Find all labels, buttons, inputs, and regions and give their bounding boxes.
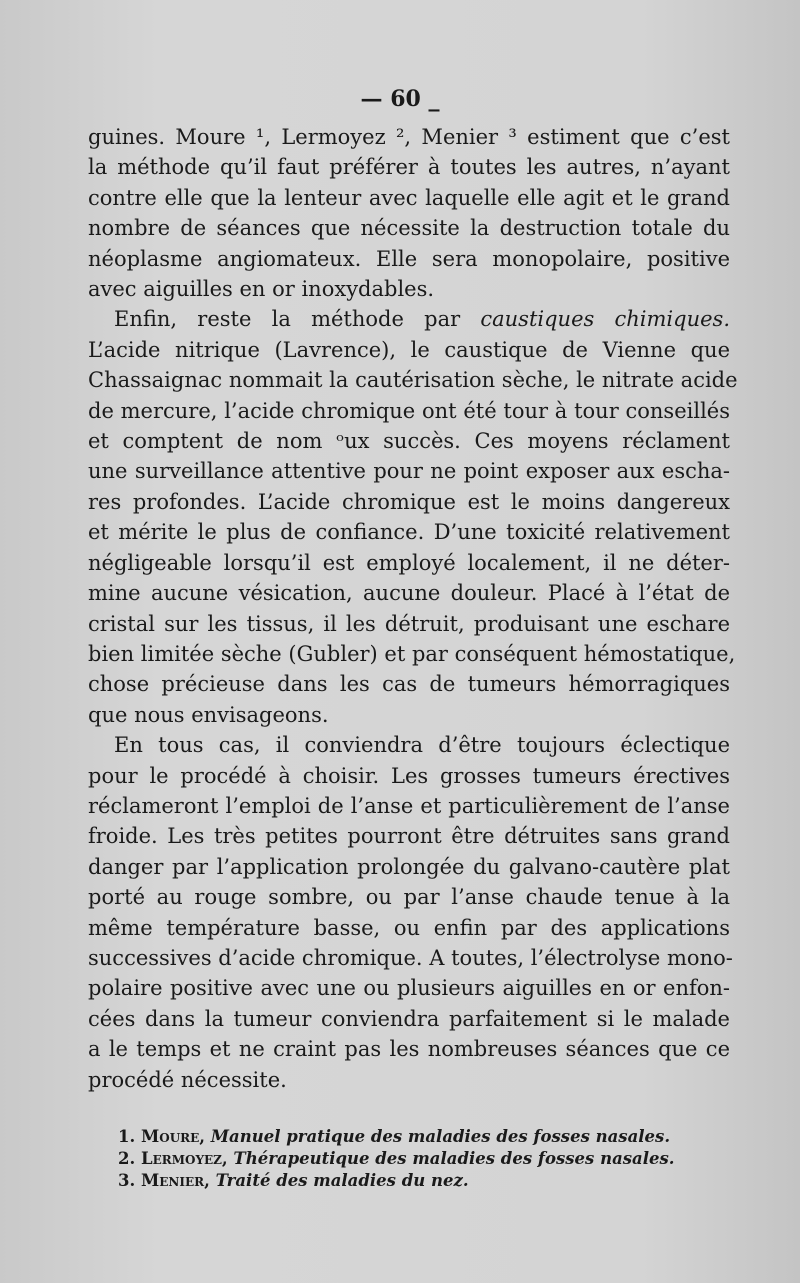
text-line: res profondes. L’acide chromique est le moins dangereux [88, 489, 730, 514]
text-line: la méthode qu’il faut préférer à toutes les autres, n’ayant [88, 155, 730, 180]
text-line: En tous cas, il conviendra d’être toujours éclectique [114, 733, 730, 758]
text-line: et comptent de nom ᵒux succès. Ces moyens réclament [88, 429, 730, 454]
footnote-title: Thérapeutique des maladies des fosses nasales. [233, 1149, 675, 1168]
footnote-title: Traité des maladies du nez. [215, 1171, 469, 1190]
text-line: froide. Les très petites pourront être détruites sans grand [88, 824, 730, 849]
footnote-author: Moure, [140, 1127, 206, 1146]
text-line: danger par l’application prolongée du galvano-cautère plat [88, 854, 730, 879]
text-line: mine aucune vésication, aucune douleur. Placé à l’état de [88, 581, 730, 606]
text-line: cristal sur les tissus, il les détruit, produisant une eschare [88, 611, 730, 636]
text-line: chose précieuse dans les cas de tumeurs hémorragiques [88, 672, 730, 697]
text-line: successives d’acide chromique. A toutes, l’électrolyse mono- [88, 945, 733, 970]
text-line: Chassaignac nommait la cautérisation sèche, le nitrate acide [88, 368, 738, 393]
text-line: polaire positive avec une ou plusieurs aiguilles en or enfon- [88, 976, 730, 1001]
page-number: — 60 _ [360, 86, 440, 112]
footnote [118, 1148, 718, 1170]
footnote-number: 2. [118, 1149, 136, 1168]
text-line: porté au rouge sombre, ou par l’anse chaude tenue à la [88, 885, 730, 910]
footnote-author: Menier, [140, 1171, 210, 1190]
footnote-number: 1. [118, 1127, 136, 1146]
text-line: bien limitée sèche (Gubler) et par conséquent hémostatique, [88, 641, 736, 666]
text-line: et mérite le plus de confiance. D’une toxicité relativement [88, 520, 730, 545]
text-line: L’acide nitrique (Lavrence), le caustique de Vienne que [88, 337, 730, 362]
footnotes [118, 1126, 718, 1192]
text-line: procédé nécessite. [88, 1067, 287, 1092]
emphasis-text: caustiques chimiques. [480, 307, 730, 332]
text-line: guines. Moure ¹, Lermoyez ², Menier ³ estiment que c’est [88, 125, 730, 149]
text-line: cées dans la tumeur conviendra parfaitement si le malade [88, 1006, 730, 1031]
text-line: contre elle que la lenteur avec laquelle elle agit et le grand [88, 185, 730, 210]
footnote-title: Manuel pratique des maladies des fosses nasales. [210, 1127, 671, 1146]
footnote [118, 1126, 718, 1148]
text-line: avec aiguilles en or inoxydables. [88, 277, 435, 302]
text-line: de mercure, l’acide chromique ont été tour à tour conseillés [88, 398, 730, 423]
footnote-author: Lermoyez, [140, 1149, 228, 1168]
text-line: une surveillance attentive pour ne point exposer aux escha- [88, 459, 730, 484]
text-line: a le temps et ne craint pas les nombreuses séances que ce [88, 1037, 730, 1062]
text-line: Enfin, reste la méthode par caustiques chimiques. [114, 307, 730, 332]
text-line: négligeable lorsqu’il est employé localement, il ne déter- [88, 550, 730, 575]
footnote-number: 3. [118, 1171, 136, 1190]
text-line: néoplasme angiomateux. Elle sera monopolaire, positive [88, 246, 730, 271]
text-line: réclameront l’emploi de l’anse et particulièrement de l’anse [88, 793, 730, 818]
text-line: nombre de séances que nécessite la destruction totale du [88, 216, 730, 241]
text-line: même température basse, ou enfin par des applications [88, 915, 730, 940]
text-line: que nous envisageons. [88, 702, 329, 727]
text-line: pour le procédé à choisir. Les grosses tumeurs érectives [88, 763, 730, 788]
body-text [88, 122, 738, 1095]
footnote [118, 1170, 718, 1192]
